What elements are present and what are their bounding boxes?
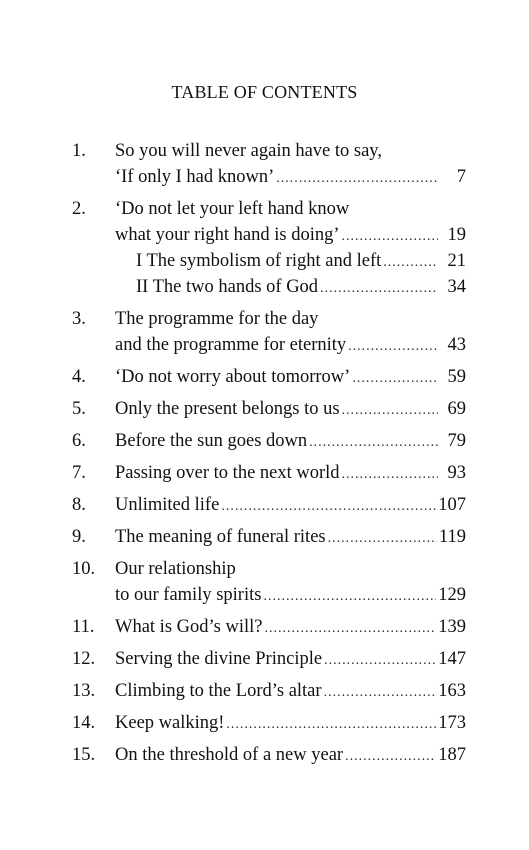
page-number: 59 bbox=[447, 367, 466, 387]
chapter-title: Unlimited life bbox=[115, 495, 220, 515]
toc-subsection[interactable] bbox=[72, 248, 466, 274]
chapter-number: 11. bbox=[72, 617, 95, 637]
dot-leader bbox=[221, 494, 436, 520]
chapter-title: Serving the divine Principle bbox=[115, 649, 323, 669]
page-number: 21 bbox=[447, 251, 466, 271]
toc-line bbox=[72, 164, 466, 190]
dot-leader bbox=[342, 398, 438, 424]
dot-leader bbox=[348, 334, 438, 360]
toc-entry[interactable] bbox=[72, 364, 466, 390]
toc-entry[interactable] bbox=[72, 396, 466, 422]
toc-entry[interactable] bbox=[72, 138, 466, 190]
dot-leader bbox=[342, 462, 438, 488]
chapter-number: 12. bbox=[72, 649, 96, 669]
chapter-title: On the threshold of a new year bbox=[115, 745, 344, 765]
page-number: 7 bbox=[456, 167, 466, 187]
page-number: 187 bbox=[438, 745, 466, 765]
chapter-number: 4. bbox=[72, 367, 86, 387]
page-number: 19 bbox=[447, 225, 466, 245]
page-title: TABLE OF CONTENTS bbox=[171, 82, 358, 102]
page-number: 139 bbox=[438, 617, 466, 637]
chapter-title: to our family spirits bbox=[115, 585, 262, 605]
toc-line bbox=[72, 524, 466, 550]
chapter-number: 15. bbox=[72, 745, 96, 765]
chapter-number: 1. bbox=[72, 141, 86, 161]
toc-line bbox=[72, 396, 466, 422]
chapter-number: 14. bbox=[72, 713, 96, 733]
toc-line bbox=[72, 364, 466, 390]
toc-entry[interactable] bbox=[72, 556, 466, 608]
dot-leader bbox=[309, 430, 438, 456]
toc-line bbox=[72, 556, 466, 582]
dot-leader bbox=[328, 526, 437, 552]
chapter-number: 10. bbox=[72, 559, 96, 579]
toc-entry[interactable] bbox=[72, 710, 466, 736]
toc-entry[interactable] bbox=[72, 428, 466, 454]
chapter-title: what your right hand is doing’ bbox=[115, 225, 340, 245]
toc-entry[interactable] bbox=[72, 742, 466, 768]
chapter-number: 13. bbox=[72, 681, 96, 701]
toc-entry[interactable] bbox=[72, 646, 466, 672]
toc-subsection[interactable] bbox=[72, 274, 466, 300]
toc-entry[interactable] bbox=[72, 460, 466, 486]
dot-leader bbox=[226, 712, 436, 738]
chapter-title: ‘If only I had known’ bbox=[115, 167, 275, 187]
toc-line bbox=[72, 710, 466, 736]
chapter-title: ‘Do not worry about tomorrow’ bbox=[115, 367, 351, 387]
toc-line bbox=[72, 138, 466, 164]
dot-leader bbox=[264, 616, 436, 642]
toc-line bbox=[72, 460, 466, 486]
dot-leader bbox=[345, 744, 436, 770]
chapter-title: Before the sun goes down bbox=[115, 431, 308, 451]
toc-line bbox=[72, 646, 466, 672]
page-number: 147 bbox=[438, 649, 466, 669]
toc-entry[interactable] bbox=[72, 524, 466, 550]
chapter-title: and the programme for eternity bbox=[115, 335, 347, 355]
subsection-title: II The two hands of God bbox=[136, 277, 319, 297]
toc-line bbox=[72, 428, 466, 454]
page-number: 119 bbox=[438, 527, 466, 547]
chapter-title: What is God’s will? bbox=[115, 617, 263, 637]
chapter-number: 5. bbox=[72, 399, 86, 419]
chapter-number: 9. bbox=[72, 527, 86, 547]
dot-leader bbox=[276, 166, 438, 192]
toc-line bbox=[72, 582, 466, 608]
page-number: 107 bbox=[438, 495, 466, 515]
toc-entry[interactable] bbox=[72, 492, 466, 518]
toc-entry[interactable] bbox=[72, 306, 466, 358]
toc-line bbox=[72, 196, 466, 222]
chapter-title: The programme for the day bbox=[115, 309, 319, 329]
chapter-title: Keep walking! bbox=[115, 713, 225, 733]
toc-line bbox=[72, 306, 466, 332]
subsection-title: I The symbolism of right and left bbox=[136, 251, 382, 271]
toc-entry[interactable] bbox=[72, 196, 466, 300]
toc-line bbox=[72, 614, 466, 640]
page-number: 129 bbox=[438, 585, 466, 605]
page-number: 79 bbox=[447, 431, 466, 451]
dot-leader bbox=[383, 250, 438, 276]
dot-leader bbox=[320, 276, 438, 302]
chapter-title: Passing over to the next world bbox=[115, 463, 340, 483]
chapter-number: 7. bbox=[72, 463, 86, 483]
toc-entry[interactable] bbox=[72, 614, 466, 640]
chapter-number: 2. bbox=[72, 199, 86, 219]
dot-leader bbox=[324, 680, 437, 706]
page-number: 173 bbox=[438, 713, 466, 733]
page-number: 34 bbox=[447, 277, 466, 297]
page-number: 69 bbox=[447, 399, 466, 419]
dot-leader bbox=[352, 366, 438, 392]
chapter-title: The meaning of funeral rites bbox=[115, 527, 326, 547]
dot-leader bbox=[342, 224, 438, 250]
table-of-contents bbox=[72, 138, 466, 774]
toc-entry[interactable] bbox=[72, 678, 466, 704]
chapter-number: 3. bbox=[72, 309, 86, 329]
chapter-title: Climbing to the Lord’s altar bbox=[115, 681, 322, 701]
dot-leader bbox=[324, 648, 436, 674]
dot-leader bbox=[263, 584, 436, 610]
page-number: 43 bbox=[447, 335, 466, 355]
page-number: 93 bbox=[447, 463, 466, 483]
toc-line bbox=[72, 332, 466, 358]
toc-line bbox=[72, 678, 466, 704]
toc-line bbox=[72, 222, 466, 248]
page-number: 163 bbox=[438, 681, 466, 701]
chapter-number: 6. bbox=[72, 431, 86, 451]
chapter-title: Our relationship bbox=[115, 559, 236, 579]
toc-line bbox=[72, 742, 466, 768]
chapter-number: 8. bbox=[72, 495, 86, 515]
chapter-title: ‘Do not let your left hand know bbox=[115, 199, 350, 219]
chapter-title: So you will never again have to say, bbox=[115, 141, 382, 161]
chapter-title: Only the present belongs to us bbox=[115, 399, 340, 419]
toc-line bbox=[72, 492, 466, 518]
